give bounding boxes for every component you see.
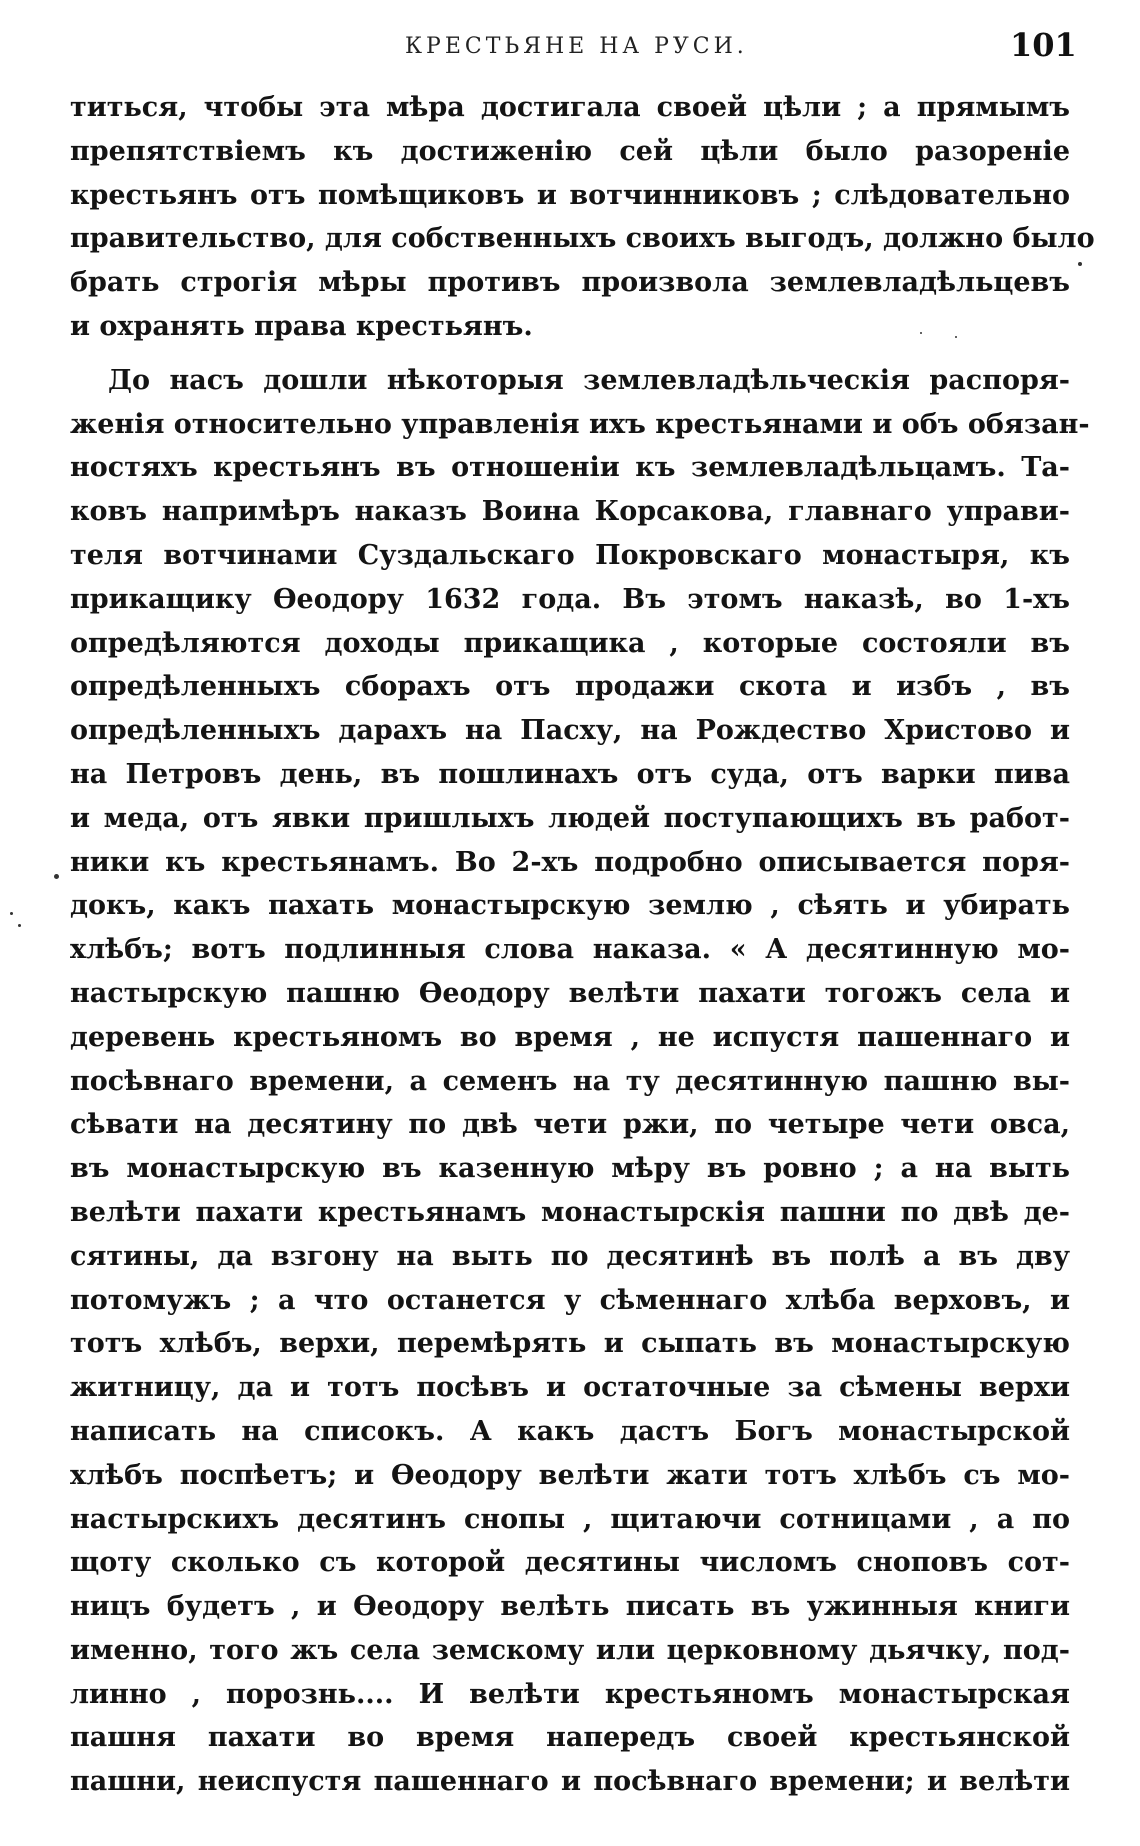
scan-speck bbox=[18, 924, 21, 927]
text-line: женія относительно управленія ихъ крестьянами и объ обязан- bbox=[70, 408, 1090, 440]
text-line: препятствіемъ къ достиженію сей цѣли было разореніе bbox=[70, 135, 1070, 167]
text-line: деревень крестьяномъ во время , не испустя пашеннаго и bbox=[70, 1021, 1070, 1053]
text-line: настырскихъ десятинъ снопы , щитаючи сотницами , а по bbox=[70, 1503, 1070, 1535]
text-line: и меда, отъ явки пришлыхъ людей поступающихъ въ работ- bbox=[70, 802, 1070, 834]
body-text bbox=[70, 86, 1095, 1804]
text-line: хлѣбъ; вотъ подлинныя слова наказа. « А десятинную мо- bbox=[70, 934, 1070, 966]
text-line: сѣвати на десятину по двѣ чети ржи, по четыре чети овса, bbox=[70, 1109, 1070, 1141]
paragraph-gap bbox=[70, 349, 1070, 359]
text-line: брать строгія мѣры противъ произвола землевладѣльцевъ bbox=[70, 267, 1070, 299]
text-line: ницъ будетъ , и Ѳеодору велѣть писать въ ужинныя книги bbox=[70, 1591, 1070, 1623]
text-line: щоту сколько съ которой десятины числомъ сноповъ сот- bbox=[70, 1547, 1070, 1579]
text-line: крестьянъ отъ помѣщиковъ и вотчинниковъ ; слѣдовательно bbox=[70, 179, 1070, 211]
text-line: написать на списокъ. А какъ дастъ Богъ монастырской bbox=[70, 1415, 1070, 1447]
text-line: именно, того жъ села земскому или церковному дьячку, под- bbox=[70, 1634, 1070, 1666]
text-line: прикащику Ѳеодору 1632 года. Въ этомъ наказѣ, во 1-хъ bbox=[70, 583, 1070, 615]
text-line: докъ, какъ пахать монастырскую землю , сѣять и убирать bbox=[70, 890, 1070, 922]
text-line: правительство, для собственныхъ своихъ выгодъ, должно было bbox=[70, 223, 1095, 255]
paragraph-1 bbox=[70, 86, 1095, 349]
scan-speck bbox=[10, 912, 13, 915]
running-title: КРЕСТЬЯНЕ НА РУСИ. bbox=[405, 34, 748, 59]
text-line: ковъ напримѣръ наказъ Воина Корсакова, главнаго управи- bbox=[70, 496, 1070, 528]
text-line: на Петровъ день, въ пошлинахъ отъ суда, отъ варки пива bbox=[70, 758, 1070, 790]
text-line: потомужъ ; а что останется у сѣменнаго хлѣба верховъ, и bbox=[70, 1284, 1070, 1316]
text-line: хлѣбъ поспѣетъ; и Ѳеодору велѣти жати тотъ хлѣбъ съ мо- bbox=[70, 1459, 1070, 1491]
text-line: посѣвнаго времени, а семенъ на ту десятинную пашню вы- bbox=[70, 1065, 1070, 1097]
text-line: линно , порознь.... И велѣти крестьяномъ монастырская bbox=[70, 1678, 1070, 1710]
text-line: въ монастырскую въ казенную мѣру въ ровно ; а на выть bbox=[70, 1153, 1070, 1185]
text-line: титься, чтобы эта мѣра достигала своей цѣли ; а прямымъ bbox=[70, 92, 1070, 123]
text-line: опредѣленныхъ дарахъ на Пасху, на Рождество Христово и bbox=[70, 715, 1070, 747]
text-line: житницу, да и тотъ посѣвъ и остаточные за сѣмены верхи bbox=[70, 1372, 1070, 1404]
scan-speck bbox=[1078, 262, 1082, 266]
text-line: сятины, да взгону на выть по десятинѣ въ полѣ а въ дву bbox=[70, 1240, 1070, 1272]
text-line: настырскую пашню Ѳеодору велѣти пахати тогожъ села и bbox=[70, 977, 1070, 1009]
text-line: тотъ хлѣбъ, верхи, перемѣрять и сыпать въ монастырскую bbox=[70, 1328, 1070, 1360]
text-line: опредѣленныхъ сборахъ отъ продажи скота и избъ , въ bbox=[70, 671, 1070, 703]
text-line: ники къ крестьянамъ. Во 2-хъ подробно описывается поря- bbox=[70, 846, 1070, 878]
scan-speck bbox=[54, 874, 59, 879]
text-line: опредѣляются доходы прикащика , которые состояли въ bbox=[70, 627, 1070, 659]
scan-speck bbox=[920, 332, 922, 334]
text-line: пашни, неиспустя пашеннаго и посѣвнаго времени; и велѣти bbox=[70, 1766, 1070, 1798]
text-line: пашня пахати во время напередъ своей крестьянской bbox=[70, 1722, 1070, 1754]
paragraph-2 bbox=[70, 359, 1090, 1804]
running-head bbox=[0, 22, 1140, 66]
text-line: и охранять права крестьянъ. bbox=[70, 310, 533, 342]
text-line: велѣти пахати крестьянамъ монастырскія пашни по двѣ де- bbox=[70, 1196, 1070, 1228]
scan-speck bbox=[955, 336, 957, 338]
page-number: 101 bbox=[1010, 26, 1077, 64]
text-line: ностяхъ крестьянъ въ отношеніи къ землевладѣльцамъ. Та- bbox=[70, 452, 1070, 484]
text-line: До насъ дошли нѣкоторыя землевладѣльческія распоря- bbox=[108, 364, 1070, 396]
text-line: теля вотчинами Суздальскаго Покровскаго монастыря, къ bbox=[70, 539, 1070, 571]
